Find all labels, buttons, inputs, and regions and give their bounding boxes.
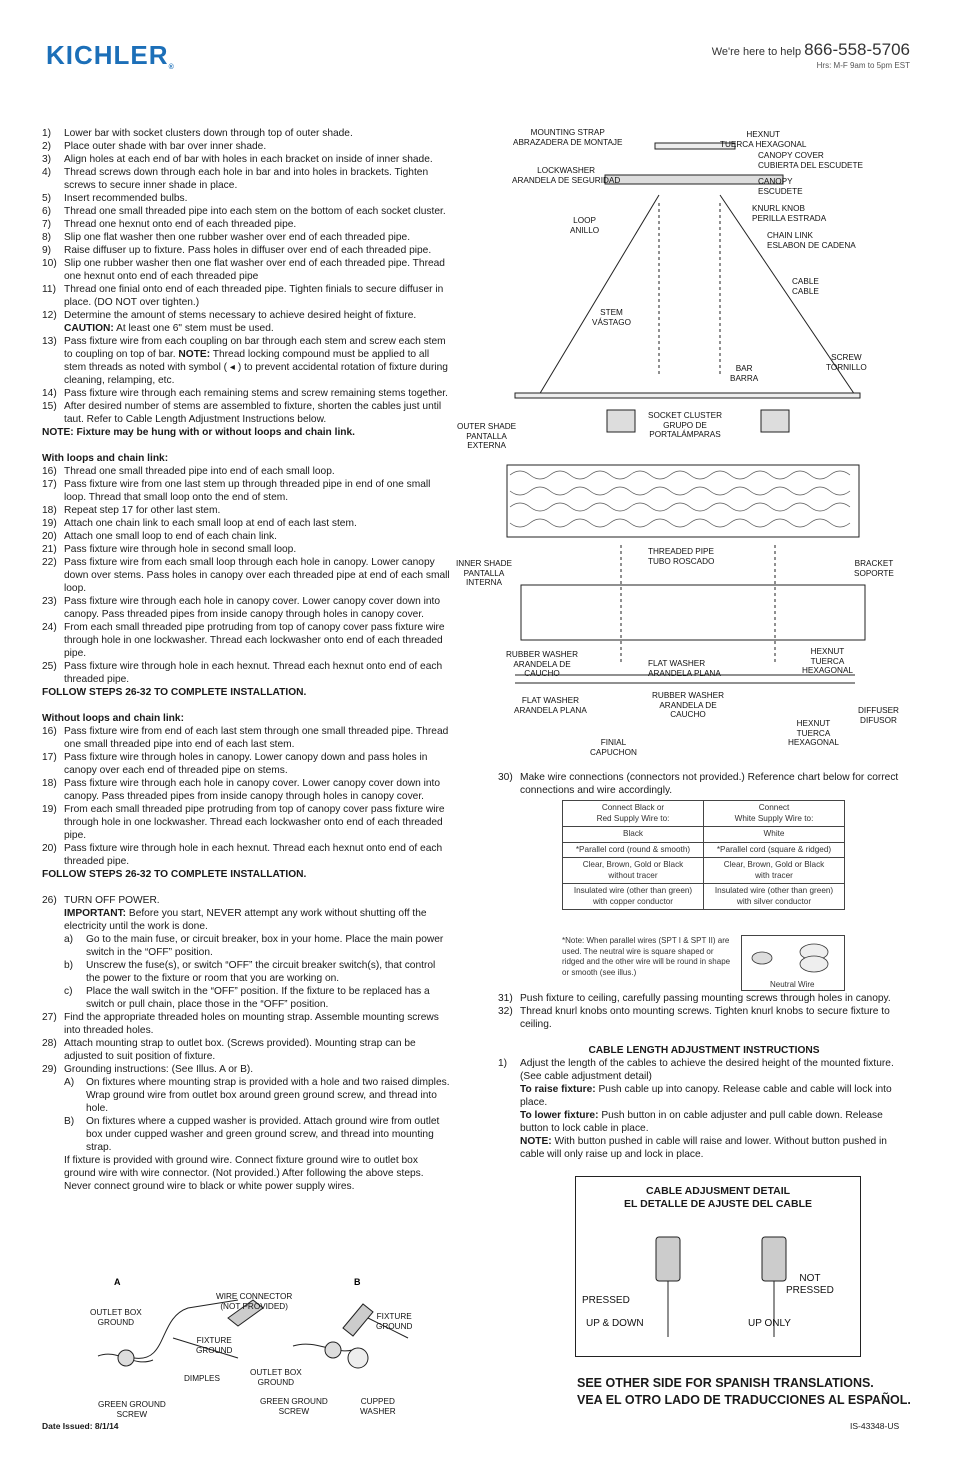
label-rubber-washer-center: RUBBER WASHER ARANDELA DE CAUCHO (652, 691, 725, 719)
step: 28) Attach mounting strap to outlet box. (Screws provided). Mounting strap can be adjusted to suit position of fixture. (42, 1038, 416, 1062)
step: 27) Find the appropriate threaded holes on mounting strap. Assemble mounting screws into threaded holes. (42, 1012, 439, 1036)
label-mounting-strap: MOUNTING STRAP ABRAZADERA DE MONTAJE (513, 128, 623, 147)
wire-table-cell: *Parallel cord (round & smooth) (563, 842, 704, 858)
parallel-wire-icon (742, 936, 844, 976)
illus-b-label: B (354, 1278, 361, 1287)
document-code: IS-43348-US (850, 1421, 900, 1431)
label-fixture-ground-a: FIXTURE GROUND (196, 1336, 233, 1355)
step: 19) From each small threaded pipe protruding from top of canopy cover pass fixture wire through hole in one lockwasher. Thread each lockwasher onto end of each threaded pipe. (42, 804, 445, 841)
step: 22) Pass fixture wire from each small loop through each hole in canopy. Lower canopy down over stems. Pass holes in canopy over each threaded pipe at end of each small loop. (42, 557, 450, 594)
step: 10) Slip one rubber washer then one flat washer over end of each threaded pipe. Thread one hexnut onto end of each threaded pipe (42, 258, 445, 282)
step: 13) Pass fixture wire from each coupling on bar through each stem and screw each stem to coupling on top of bar. NOTE: Thread locking compound must be applied to all stem threads as noted with symbol ( ◂ ) to prevent accidental rotation of fixture during cleaning, relamping, etc. (42, 336, 448, 386)
label-rubber-washer-left: RUBBER WASHER ARANDELA DE CAUCHO (506, 650, 579, 678)
label-flat-washer-left: FLAT WASHER ARANDELA PLANA (514, 696, 587, 715)
neutral-wire-label: Neutral Wire (770, 980, 815, 989)
wire-table-cell: Clear, Brown, Gold or Black without tracer (563, 858, 704, 884)
sub-step: c) Place the wall switch in the “OFF” position. If the fixture to be replaced has a switch or pull chain, place those in the “OFF” position. (64, 986, 430, 1010)
label-green-screw-b: GREEN GROUND SCREW (260, 1397, 328, 1416)
label-canopy: CANOPY ESCUDETE (758, 177, 803, 196)
label-outlet-box-ground-b: OUTLET BOX GROUND (250, 1368, 302, 1387)
label-inner-shade: INNER SHADE PANTALLA INTERNA (456, 559, 512, 587)
wire-table-row (563, 858, 845, 884)
parallel-wire-illus (741, 935, 845, 991)
step: 7) Thread one hexnut onto end of each threaded pipe. (42, 219, 297, 230)
note-loops: NOTE: Fixture may be hung with or without loops and chain link. (42, 427, 355, 438)
wire-table-cell: Connect White Supply Wire to: (704, 801, 845, 827)
label-diffuser: DIFFUSER DIFUSOR (858, 706, 899, 725)
wire-connector-b (343, 1304, 373, 1336)
wire-table-row (563, 801, 845, 827)
support-hours: Hrs: M-F 9am to 5pm EST (816, 61, 910, 70)
step: 29) Grounding instructions: (See Illus. A or B). (42, 1064, 254, 1075)
wire-connection-table (562, 800, 845, 910)
step: 24) From each small threaded pipe protruding from top of canopy cover pass fixture wire through hole in one lockwasher. Thread each lockwasher onto end of each threaded pipe. (42, 622, 445, 659)
sub-step: a) Go to the main fuse, or circuit breaker, box in your home. Place the main power switch in the “OFF” position. (64, 934, 444, 958)
label-green-screw-a: GREEN GROUND SCREW (98, 1400, 166, 1419)
socket-cluster-left (607, 410, 635, 432)
canopy (605, 175, 783, 184)
step: 15) After desired number of stems are assembled to fixture, shorten the cables just until taut. Refer to Cable Length Adjustment Instructions below. (42, 401, 442, 425)
sub-step: b) Unscrew the fuse(s), or switch “OFF” the circuit breaker switch(s), that control the power to the fixture or room that you are working on. (64, 960, 436, 984)
wire-table-cell: Connect Black or Red Supply Wire to: (563, 801, 704, 827)
step: 8) Slip one flat washer then one rubber washer over end of each threaded pipe. (42, 232, 411, 243)
wire-table-row (563, 842, 845, 858)
label-flat-washer-top: FLAT WASHER ARANDELA PLANA (648, 659, 721, 678)
inner-shade (521, 585, 865, 640)
label-fixture-ground-b: FIXTURE GROUND (376, 1312, 413, 1331)
label-cupped-washer: CUPPED WASHER (360, 1397, 396, 1416)
wire-table-cell: *Parallel cord (square & ridged) (704, 842, 845, 858)
label-hexnut-top: HEXNUT TUERCA HEXAGONAL (720, 130, 807, 149)
section-title: Without loops and chain link: (42, 713, 184, 724)
sub-step: B) On fixtures where a cupped washer is provided. Attach ground wire from outlet box under cupped washer and green ground screw, and thread into mounting strap. (64, 1116, 440, 1153)
step: 23) Pass fixture wire through each hole in canopy cover. Lower canopy cover down into canopy. Pass threaded pipes from inside canopy through holes in canopy cover. (42, 596, 441, 620)
label-chain-link: CHAIN LINK ESLABON DE CADENA (767, 231, 856, 250)
step: 5) Insert recommended bulbs. (42, 193, 188, 204)
wire-table-cell: Clear, Brown, Gold or Black with tracer (704, 858, 845, 884)
socket-cluster-right (761, 410, 789, 432)
step: 16) Thread one small threaded pipe into end of each small loop. (42, 466, 335, 477)
help-text: We're here to help (711, 46, 802, 58)
label-bracket: BRACKET SOPORTE (854, 559, 894, 578)
label-canopy-cover: CANOPY COVER CUBIERTA DEL ESCUDETE (758, 151, 863, 170)
label-bar: BAR BARRA (730, 364, 759, 383)
adjuster-not-pressed (762, 1237, 786, 1281)
label-not-pressed: NOT PRESSED (786, 1273, 834, 1296)
step: 4) Thread screws down through each hole in bar and into holes in brackets. Tighten screws to secure inner shade in place. (42, 167, 429, 191)
step: 6) Thread one small threaded pipe into each stem on the bottom of each socket cluster. (42, 206, 446, 217)
wire-table-cell: Insulated wire (other than green) with silver conductor (704, 884, 845, 910)
step: 12) Determine the amount of stems necessary to achieve desired height of fixture. CAUTION: At least one 6" stem must be used. (42, 310, 417, 334)
label-hexnut-right: HEXNUT TUERCA HEXAGONAL (802, 647, 853, 675)
step: 9) Raise diffuser up to fixture. Pass holes in diffuser over end of each threaded pipe. (42, 245, 432, 256)
wire-table-row (563, 827, 845, 843)
illus-a-label: A (114, 1278, 121, 1287)
adjuster-pressed (656, 1237, 680, 1281)
step: 3) Align holes at each end of bar with holes in each bracket on inside of inner shade. (42, 154, 433, 165)
follow-note: FOLLOW STEPS 26-32 TO COMPLETE INSTALLATION. (42, 687, 307, 698)
step: 17) Pass fixture wire from one last stem up through threaded pipe in end of one small loop. Thread that small loop onto the end of stem. (42, 479, 431, 503)
section-title: With loops and chain link: (42, 453, 169, 464)
label-screw: SCREW TORNILLO (826, 353, 867, 372)
wire-table-cell: Insulated wire (other than green) with copper conductor (563, 884, 704, 910)
left-instructions (42, 127, 452, 1193)
label-stem: STEM VÁSTAGO (592, 308, 631, 327)
cupped-washer (348, 1348, 368, 1368)
step: 20) Attach one small loop to end of each chain link. (42, 531, 277, 542)
step: 31) Push fixture to ceiling, carefully passing mounting screws through holes in canopy. (498, 993, 891, 1004)
label-outer-shade: OUTER SHADE PANTALLA EXTERNA (457, 422, 517, 450)
step: 16) Pass fixture wire from end of each last stem through one small threaded pipe. Thread one small threaded pipe into end of each last stem. (42, 726, 449, 750)
label-threaded-pipe: THREADED PIPE TUBO ROSCADO (648, 547, 715, 566)
label-hexnut-bottom: HEXNUT TUERCA HEXAGONAL (788, 719, 839, 747)
date-issued: Date Issued: 8/1/14 (42, 1421, 119, 1431)
label-loop: LOOP ANILLO (570, 216, 600, 235)
ground-note: If fixture is provided with ground wire. Connect fixture ground wire to outlet box ground wire with wire connector. (Not provided.) After following the above steps. Never connect ground wire to black or white power supply wires. (64, 1155, 424, 1192)
cable-adjustment-detail (575, 1176, 861, 1357)
label-wire-connector: WIRE CONNECTOR (NOT PROVIDED) (216, 1292, 293, 1311)
label-outlet-box-ground-a: OUTLET BOX GROUND (90, 1308, 142, 1327)
outer-shade (507, 465, 859, 537)
wire-table-cell: White (704, 827, 845, 843)
follow-note: FOLLOW STEPS 26-32 TO COMPLETE INSTALLATION. (42, 869, 307, 880)
steps-31-32: 31) Push fixture to ceiling, carefully passing mounting screws through holes in canopy. 32) Thread knurl knobs onto mounting screws. Tighten knurl knobs to secure fixture to ceiling. CABLE LENGTH ADJUSTMENT INSTRUCTIONS 1) Adjust the length of the cables to achieve the desired height of the mounted fixture. (See cable adjustment detail) To raise fixture: Push cable up into canopy. Release cable and cable will lock into place. To lower fixture: Push button in on cable adjuster and pull cable down. Release button to lock cable in place. NOTE: With button pushed in cable will raise and lower. Without button pushed in cable will only raise up and lock in place. (498, 992, 910, 1161)
green-ground-screw-b (325, 1342, 341, 1358)
label-cable: CABLE CABLE (792, 277, 819, 296)
step: 18) Repeat step 17 for other last stem. (42, 505, 221, 516)
step: 32) Thread knurl knobs onto mounting screws. Tighten knurl knobs to secure fixture to ceiling. (498, 1006, 890, 1030)
cable-instructions-title: CABLE LENGTH ADJUSTMENT INSTRUCTIONS (588, 1045, 820, 1056)
bar (515, 393, 860, 398)
label-finial: FINIAL CAPUCHON (590, 738, 637, 757)
label-up-only: UP ONLY (748, 1318, 791, 1329)
detail-title: CABLE ADJUSMENT DETAIL EL DETALLE DE AJUSTE DEL CABLE (623, 1185, 813, 1210)
step-30: 30) Make wire connections (connectors not provided.) Reference chart below for correct connections and wire accordingly. (498, 772, 899, 796)
step: 14) Pass fixture wire through each remaining stems and screw remaining stems together. (42, 388, 448, 399)
green-ground-screw-a (118, 1350, 134, 1366)
label-socket-cluster: SOCKET CLUSTER GRUPO DE PORTALÁMPARAS (648, 411, 723, 439)
step: 18) Pass fixture wire through each hole in canopy cover. Lower canopy cover down into canopy. Pass threaded pipes from inside canopy through holes in canopy cover. (42, 778, 441, 802)
wire-note: *Note: When parallel wires (SPT I & SPT II) are used. The neutral wire is square shaped or ridged and the other wire will be round in shape or smooth (see illus.) (562, 936, 731, 977)
label-knurl-knob: KNURL KNOB PERILLA ESTRADA (752, 204, 827, 223)
step: 20) Pass fixture wire through hole in each hexnut. Thread each hexnut onto end of each threaded pipe. (42, 843, 443, 867)
step: 26) TURN OFF POWER. IMPORTANT: Before you start, NEVER attempt any work without shutting off the electricity until the work is done. (42, 895, 427, 932)
label-dimples: DIMPLES (184, 1374, 220, 1383)
help-contact (712, 40, 910, 70)
step: 19) Attach one chain link to each small loop at end of each last stem. (42, 518, 357, 529)
wire-table-row (563, 884, 845, 910)
label-up-down: UP & DOWN (586, 1318, 644, 1329)
spanish-notice: SEE OTHER SIDE FOR SPANISH TRANSLATIONS. VEA EL OTRO LADO DE TRADUCCIONES AL ESPAÑOL. (577, 1376, 911, 1407)
brand-logo: KICHLER® (46, 40, 175, 71)
step: 21) Pass fixture wire through hole in second small loop. (42, 544, 297, 555)
step: 17) Pass fixture wire through holes in canopy. Lower canopy down and pass holes in canopy over each end of threaded pipe on stems. (42, 752, 428, 776)
phone-number: 866-558-5706 (804, 40, 910, 59)
label-lockwasher: LOCKWASHER ARANDELA DE SEGURIDAD (512, 166, 621, 185)
wire-table-cell: Black (563, 827, 704, 843)
step: 1) Lower bar with socket clusters down through top of outer shade. (42, 128, 353, 139)
label-pressed: PRESSED (582, 1295, 630, 1306)
step: 25) Pass fixture wire through hole in each hexnut. Thread each hexnut onto end of each threaded pipe. (42, 661, 443, 685)
step: 11) Thread one finial onto end of each threaded pipe. Tighten finials to secure diffuser in place. (DO NOT over tighten.) (42, 284, 444, 308)
sub-step: A) On fixtures where mounting strap is provided with a hole and two raised dimples. Wrap ground wire from outlet box around green ground screw, and thread into hole. (64, 1077, 450, 1114)
step: 2) Place outer shade with bar over inner shade. (42, 141, 267, 152)
